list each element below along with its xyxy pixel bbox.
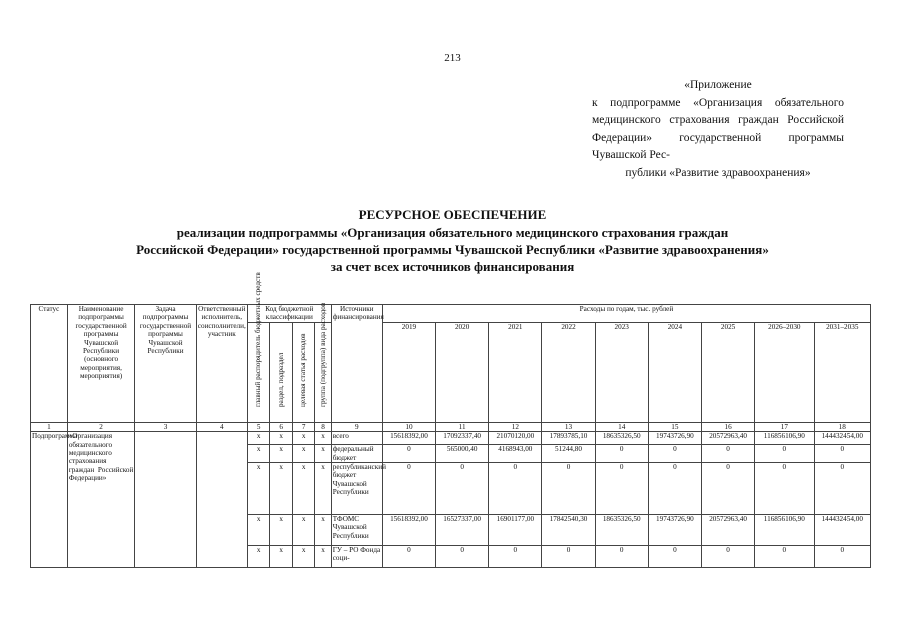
code-cell: x <box>247 515 270 546</box>
value-cell: 0 <box>436 546 489 568</box>
header-section: раздел, подраздел <box>270 322 293 422</box>
column-number-cell: 6 <box>270 422 293 431</box>
header-year: 2023 <box>595 322 648 422</box>
status-cell: Подпрограмма <box>31 432 68 568</box>
value-cell: 51244,80 <box>542 445 595 463</box>
value-cell: 0 <box>755 546 814 568</box>
value-cell: 0 <box>814 445 871 463</box>
source-cell: федеральный бюджет <box>331 445 382 463</box>
appendix-body: к подпрограмме «Организация обязательного медицинского страхования граждан Российской Федерации» государственной программы Чувашской Рес- <box>592 96 844 161</box>
value-cell: 0 <box>542 463 595 515</box>
appendix-line-1: «Приложение <box>684 79 752 91</box>
code-cell: x <box>247 463 270 515</box>
value-cell: 0 <box>382 463 435 515</box>
code-cell: x <box>315 445 331 463</box>
table-row <box>31 432 871 445</box>
value-cell: 4168943,00 <box>489 445 542 463</box>
header-status: Статус <box>31 305 68 423</box>
value-cell: 21070120,00 <box>489 432 542 445</box>
code-cell: x <box>270 546 293 568</box>
value-cell: 0 <box>814 546 871 568</box>
header-sources: Источники финансирования <box>331 305 382 423</box>
code-cell: x <box>247 445 270 463</box>
appendix-note <box>592 77 844 182</box>
value-cell: 0 <box>701 463 754 515</box>
header-responsible: Ответственный исполнитель, соисполнители, участник <box>196 305 247 423</box>
code-cell: x <box>270 463 293 515</box>
source-cell: ГУ – РО Фонда соци- <box>331 546 382 568</box>
column-number-cell: 3 <box>135 422 196 431</box>
column-number-cell: 13 <box>542 422 595 431</box>
column-number-cell: 15 <box>648 422 701 431</box>
title-line-1: РЕСУРСНОЕ ОБЕСПЕЧЕНИЕ <box>358 207 547 222</box>
value-cell: 16901177,00 <box>489 515 542 546</box>
value-cell: 565000,40 <box>436 445 489 463</box>
code-cell: x <box>292 432 315 445</box>
value-cell: 0 <box>595 546 648 568</box>
value-cell: 0 <box>382 445 435 463</box>
code-cell: x <box>270 445 293 463</box>
column-number-cell: 4 <box>196 422 247 431</box>
header-target: целевая статья расходов <box>292 322 315 422</box>
value-cell: 16527337,00 <box>436 515 489 546</box>
value-cell: 15618392,00 <box>382 432 435 445</box>
header-year: 2021 <box>489 322 542 422</box>
column-number-cell: 18 <box>814 422 871 431</box>
value-cell: 0 <box>436 463 489 515</box>
value-cell: 0 <box>595 463 648 515</box>
code-cell: x <box>247 432 270 445</box>
code-cell: x <box>292 515 315 546</box>
value-cell: 0 <box>595 445 648 463</box>
value-cell: 0 <box>648 546 701 568</box>
column-number-cell: 9 <box>331 422 382 431</box>
value-cell: 18635326,50 <box>595 432 648 445</box>
value-cell: 0 <box>648 445 701 463</box>
column-number-cell: 12 <box>489 422 542 431</box>
document-title <box>0 206 905 275</box>
value-cell: 17842540,30 <box>542 515 595 546</box>
value-cell: 0 <box>542 546 595 568</box>
value-cell: 0 <box>755 445 814 463</box>
code-cell: x <box>247 546 270 568</box>
code-cell: x <box>270 515 293 546</box>
header-year: 2025 <box>701 322 754 422</box>
value-cell: 18635326,50 <box>595 515 648 546</box>
header-task: Задача подпрограммы государственной программы Чувашской Республики <box>135 305 196 423</box>
header-group: группа (подгруппа) вида расходов <box>315 322 331 422</box>
source-cell: республиканский бюджет Чувашской Республики <box>331 463 382 515</box>
header-year: 2022 <box>542 322 595 422</box>
code-cell: x <box>270 432 293 445</box>
value-cell: 0 <box>814 463 871 515</box>
value-cell: 0 <box>701 445 754 463</box>
value-cell: 15618392,00 <box>382 515 435 546</box>
header-year: 2026–2030 <box>755 322 814 422</box>
source-cell: всего <box>331 432 382 445</box>
value-cell: 0 <box>382 546 435 568</box>
value-cell: 144432454,00 <box>814 515 871 546</box>
code-cell: x <box>315 432 331 445</box>
code-cell: x <box>315 463 331 515</box>
value-cell: 19743726,90 <box>648 515 701 546</box>
title-line-4: за счет всех источников финансирования <box>330 259 575 274</box>
responsible-cell <box>196 432 247 568</box>
value-cell: 17092337,40 <box>436 432 489 445</box>
value-cell: 0 <box>489 463 542 515</box>
value-cell: 19743726,90 <box>648 432 701 445</box>
appendix-last-line: публики «Развитие здравоохранения» <box>625 166 811 179</box>
code-cell: x <box>292 463 315 515</box>
header-year: 2019 <box>382 322 435 422</box>
value-cell: 116856106,90 <box>755 515 814 546</box>
header-year: 2024 <box>648 322 701 422</box>
column-number-cell: 2 <box>67 422 135 431</box>
value-cell: 20572963,40 <box>701 515 754 546</box>
value-cell: 116856106,90 <box>755 432 814 445</box>
value-cell: 0 <box>701 546 754 568</box>
title-line-3: Российской Федерации» государственной программы Чувашской Республики «Развитие здравоохранения» <box>136 242 769 257</box>
column-number-cell: 16 <box>701 422 754 431</box>
header-year: 2031–2035 <box>814 322 871 422</box>
code-cell: x <box>315 546 331 568</box>
column-number-cell: 8 <box>315 422 331 431</box>
value-cell: 17893785,10 <box>542 432 595 445</box>
value-cell: 144432454,00 <box>814 432 871 445</box>
column-number-cell: 1 <box>31 422 68 431</box>
column-number-cell: 5 <box>247 422 270 431</box>
column-number-cell: 14 <box>595 422 648 431</box>
header-year: 2020 <box>436 322 489 422</box>
column-number-cell: 10 <box>382 422 435 431</box>
source-cell: ТФОМС Чувашской Республики <box>331 515 382 546</box>
value-cell: 0 <box>755 463 814 515</box>
header-grbs: главный распорядитель бюджетных средств <box>247 322 270 422</box>
page-number: 213 <box>444 52 461 64</box>
column-number-cell: 17 <box>755 422 814 431</box>
column-number-cell: 11 <box>436 422 489 431</box>
value-cell: 0 <box>648 463 701 515</box>
value-cell: 0 <box>489 546 542 568</box>
header-budget-code: Код бюджетной классификации <box>247 305 331 323</box>
code-cell: x <box>292 546 315 568</box>
code-cell: x <box>315 515 331 546</box>
header-name: Наименование подпрограммы государственной программы Чувашской Республики (основного мероприятия, мероприятия) <box>67 305 135 423</box>
code-cell: x <box>292 445 315 463</box>
column-number-cell: 7 <box>292 422 315 431</box>
task-cell <box>135 432 196 568</box>
title-line-2: реализации подпрограммы «Организация обязательного медицинского страхования граждан <box>176 225 729 240</box>
column-numbers-row <box>31 422 871 431</box>
value-cell: 20572963,40 <box>701 432 754 445</box>
header-expenses: Расходы по годам, тыс. рублей <box>382 305 870 323</box>
resource-table <box>30 272 871 568</box>
name-cell: «Организация обязательного медицинского страхования граждан Российской Федерации» <box>67 432 135 568</box>
